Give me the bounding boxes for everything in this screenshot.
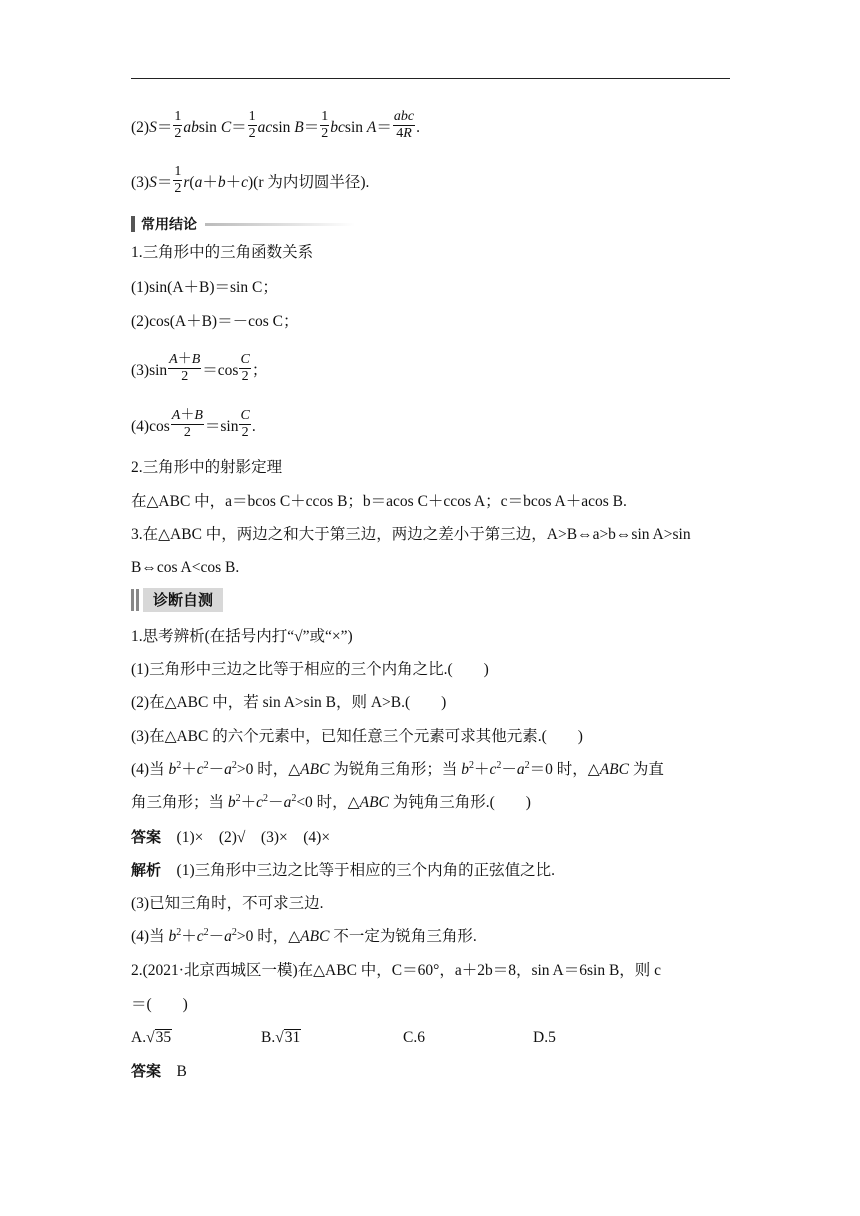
question-1-item-3: (3)在△ABC 的六个元素中，已知任意三个元素可求其他元素.( ) bbox=[131, 728, 583, 745]
conclusion-formula-2: (2)cos(A＋B)＝－cos C； bbox=[131, 313, 299, 330]
question-1-item-1: (1)三角形中三边之比等于相应的三个内角之比.( ) bbox=[131, 661, 489, 678]
question-1-item-4-line1: (4)当 $b^2+c^2-a^2>0$ 时，△ABC 为锐角三角形；当 $b^2+c^2-a^2=0$ 时，△ABC 为直 bbox=[131, 759, 664, 778]
area-formula-2: (2)S＝ $\frac{1}{2}$ absin C＝ $\frac{1}{2}$ acsin B＝ $\frac{1}{2}$ bcsin A＝ $\frac{\text{abc}}{4R}$ . bbox=[131, 109, 420, 141]
question-2-line1: 2.(2021·北京西城区一模)在△ABC 中，C＝60°，a＋2b＝8，sin A＝6sin B，则 c bbox=[131, 962, 662, 979]
question-2-line2: ＝( ) bbox=[131, 996, 188, 1013]
option-a: A.√35 bbox=[131, 1029, 172, 1046]
section-heading-diagnosis: 诊断自测 bbox=[131, 588, 223, 612]
answer-2: 答案 B bbox=[131, 1062, 187, 1080]
option-d: D.5 bbox=[533, 1029, 556, 1046]
analysis-2: (3)已知三角时，不可求三边. bbox=[131, 895, 324, 912]
option-c: C.6 bbox=[403, 1029, 425, 1046]
question-1-title: 1.思考辨析(在括号内打“√”或“×”) bbox=[131, 628, 353, 645]
answer-1: 答案 (1)× (2)√ (3)× (4)× bbox=[131, 828, 331, 846]
conclusion-item-3-line2: B⇔cos A<cos B. bbox=[131, 559, 240, 576]
conclusion-formula-1: (1)sin(A＋B)＝sin C； bbox=[131, 279, 278, 296]
area-formula-3: (3)S＝ $\frac{1}{2}$ r(a＋b＋c)(r 为内切圆半径). bbox=[131, 164, 370, 196]
header-rule bbox=[131, 78, 730, 79]
question-1-item-2: (2)在△ABC 中，若 sin A>sin B，则 A>B.( ) bbox=[131, 694, 447, 711]
section-heading-conclusion: 常用结论 bbox=[131, 215, 355, 233]
analysis-1: 解析 (1)三角形中三边之比等于相应的三个内角的正弦值之比. bbox=[131, 861, 555, 879]
conclusion-formula-4: (4)cos $\frac{A+B}{2}$ ＝sin $\frac{C}{2}$ . bbox=[131, 408, 256, 440]
question-1-item-4-line2: 角三角形；当 $b^2+c^2-a^2<0$ 时，△ABC 为钝角三角形.( ) bbox=[131, 792, 531, 811]
analysis-3: (4)当 $b^2+c^2-a^2>0$ 时，△ABC 不一定为锐角三角形. bbox=[131, 926, 477, 945]
conclusion-formula-3: (3)sin $\frac{A+B}{2}$ ＝cos $\frac{C}{2}$ ； bbox=[131, 352, 268, 384]
option-b: B.√31 bbox=[261, 1029, 301, 1046]
conclusion-item-2-title: 2.三角形中的射影定理 bbox=[131, 459, 283, 476]
conclusion-item-1-title: 1.三角形中的三角函数关系 bbox=[131, 244, 314, 261]
conclusion-item-2-text: 在△ABC 中，a＝bcos C＋ccos B；b＝acos C＋ccos A；c＝bcos A＋acos B. bbox=[131, 493, 627, 510]
conclusion-item-3-line1: 3.在△ABC 中，两边之和大于第三边，两边之差小于第三边，A>B⇔a>b⇔sin A>sin bbox=[131, 526, 691, 543]
